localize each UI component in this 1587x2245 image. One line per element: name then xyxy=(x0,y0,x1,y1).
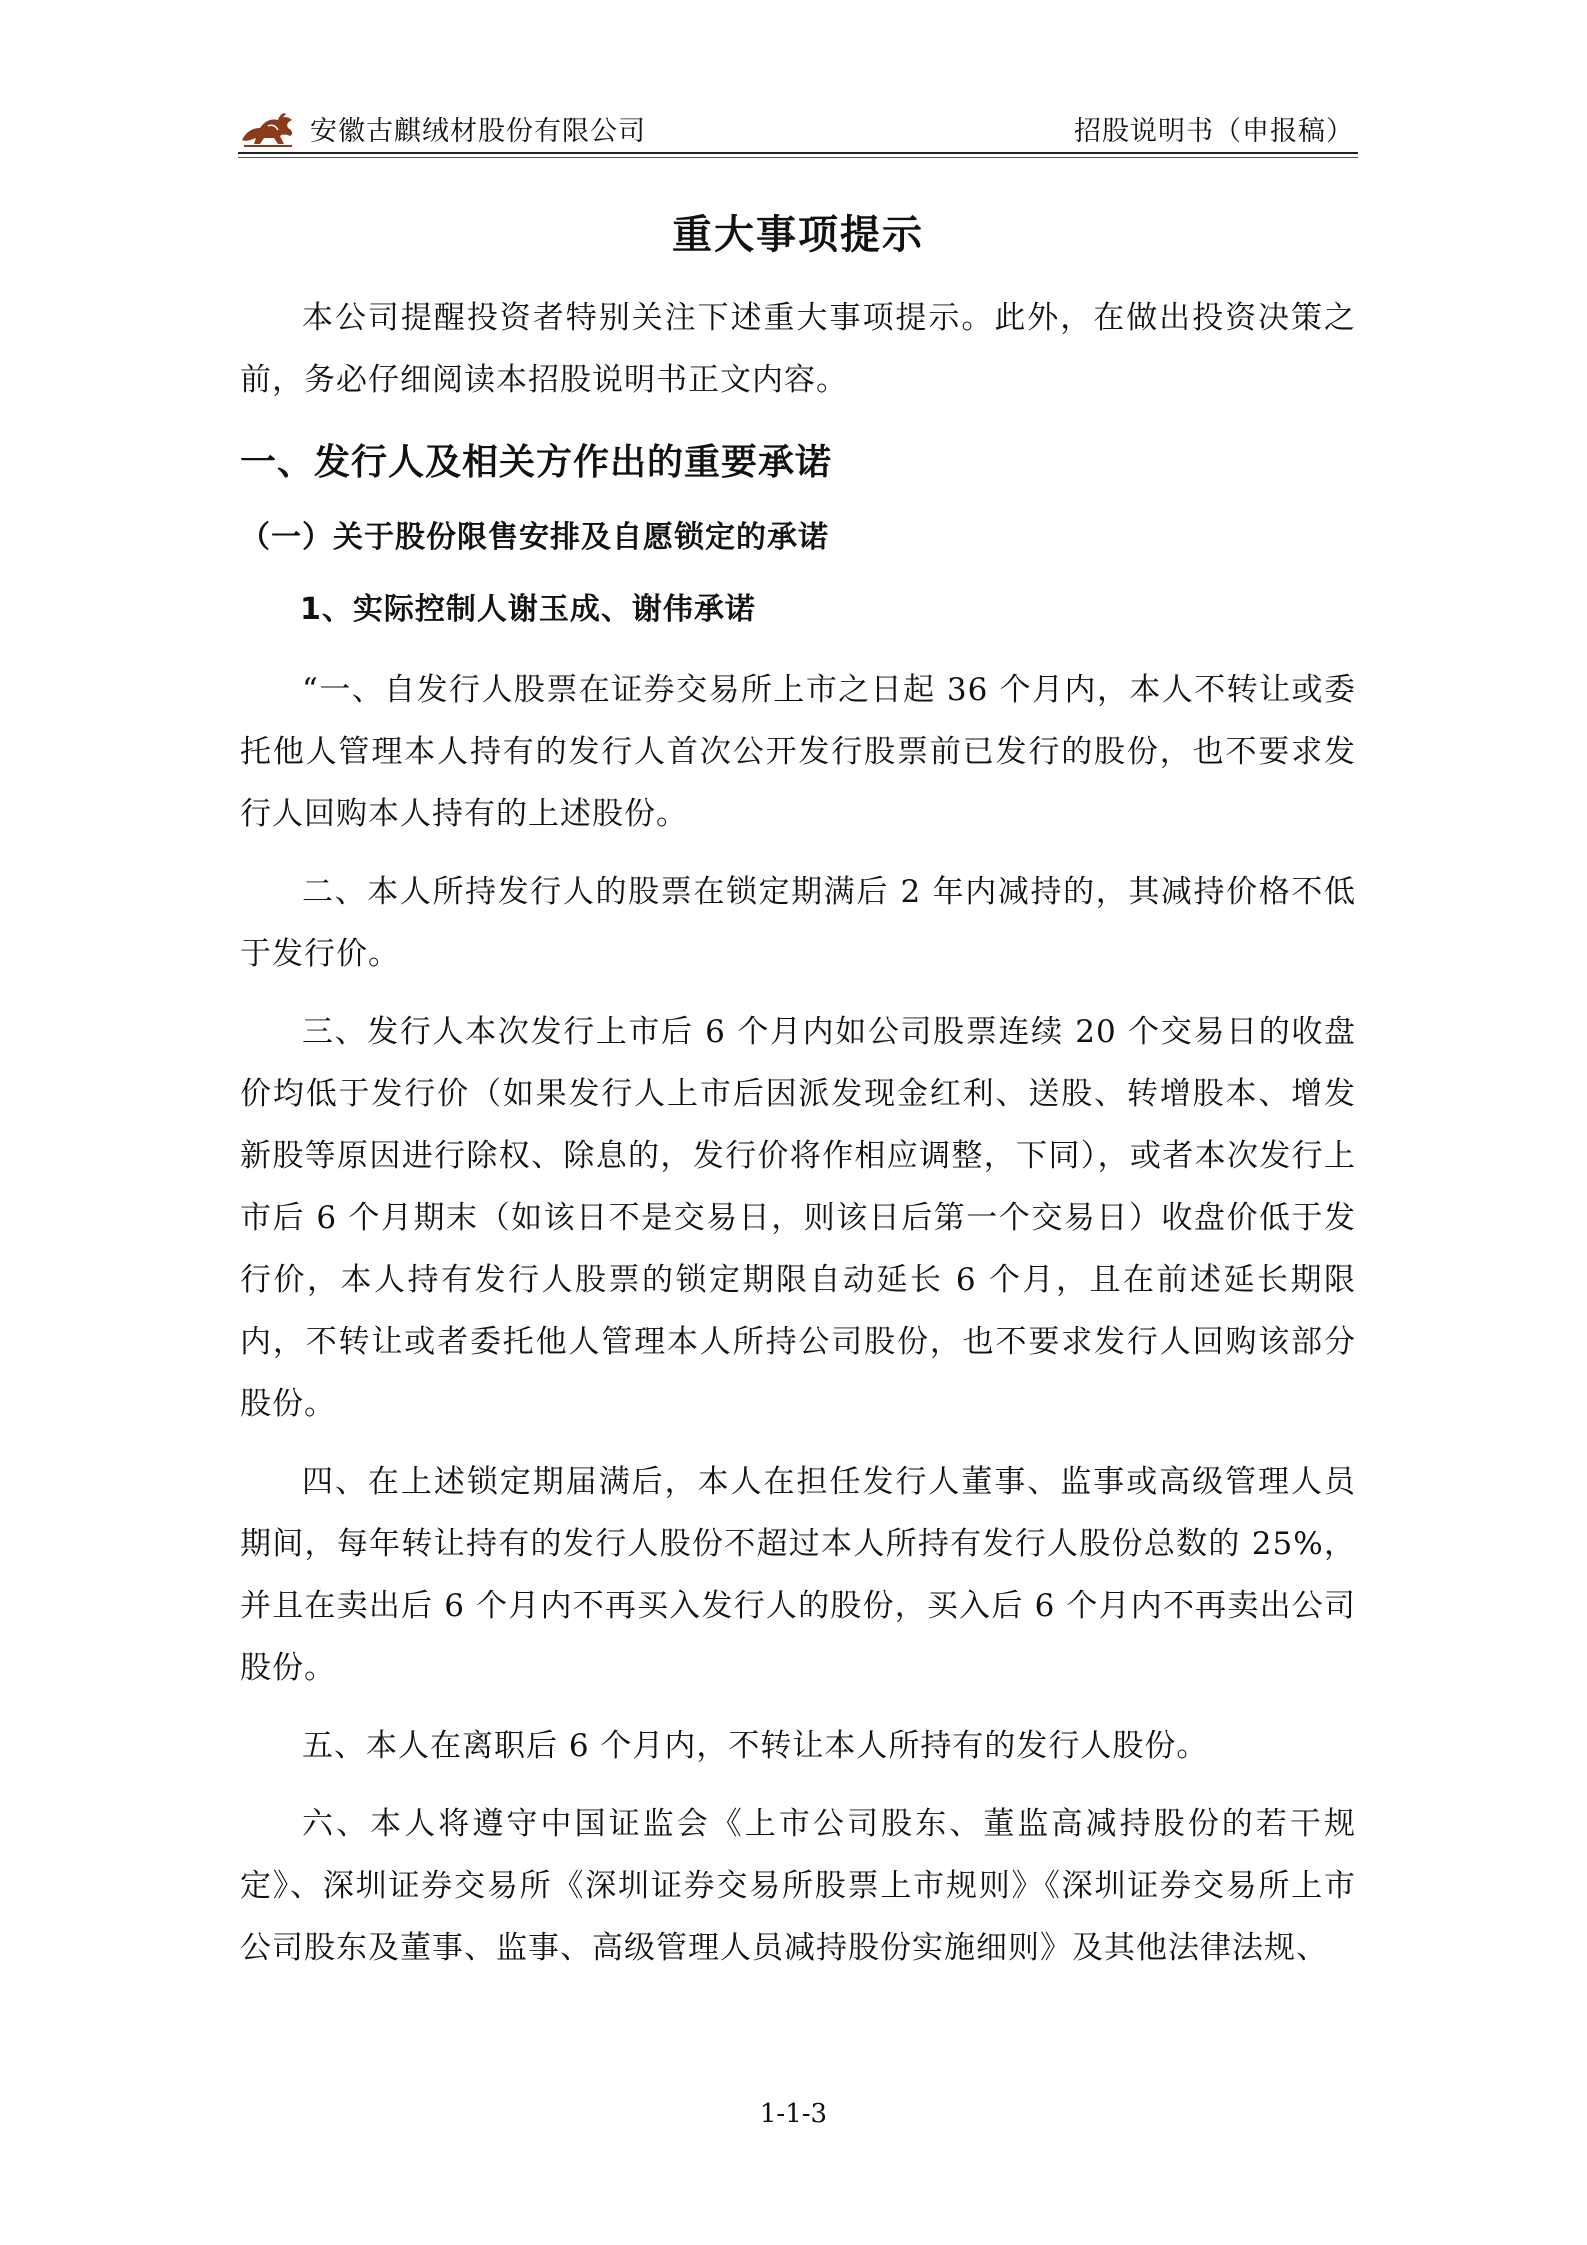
commitment-paragraph-2: 二、本人所持发行人的股票在锁定期满后 2 年内减持的，其减持价格不低于发行价。 xyxy=(240,874,1356,972)
intro-paragraph: 本公司提醒投资者特别关注下述重大事项提示。此外，在做出投资决策之前，务必仔细阅读本招股说明书正文内容。 xyxy=(240,300,1356,398)
commitment-paragraph-4: 四、在上述锁定期届满后，本人在担任发行人董事、监事或高级管理人员期间，每年转让持有的发行人股份不超过本人所持有发行人股份总数的 25%，并且在卖出后 6 个月内不再买入发行人的股份，买入后 6 个月内不再卖出公司股份。 xyxy=(240,1464,1356,1686)
page-header xyxy=(238,108,1358,152)
header-divider xyxy=(238,152,1358,154)
document-type: 招股说明书（申报稿） xyxy=(1074,116,1354,147)
page-title: 重大事项提示 xyxy=(672,212,924,258)
commitment-paragraph-5: 五、本人在离职后 6 个月内，不转让本人所持有的发行人股份。 xyxy=(302,1728,1209,1764)
commitment-paragraph-6: 六、本人将遵守中国证监会《上市公司股东、董监高减持股份的若干规定》、深圳证券交易所《深圳证券交易所股票上市规则》《深圳证券交易所上市公司股东及董事、监事、高级管理人员减持股份实施细则》及其他法律法规、 xyxy=(240,1806,1356,1966)
qilin-logo-icon xyxy=(238,110,298,150)
page-number: 1-1-3 xyxy=(759,2099,828,2129)
commitment-paragraph-3: 三、发行人本次发行上市后 6 个月内如公司股票连续 20 个交易日的收盘价均低于发行价（如果发行人上市后因派发现金红利、送股、转增股本、增发新股等原因进行除权、除息的，发行价将作相应调整，下同），或者本次发行上市后 6 个月期末（如该日不是交易日，则该日后第一个交易日）收盘价低于发行价，本人持有发行人股票的锁定期限自动延长 6 个月，且在前述延长期限内，不转让或者委托他人管理本人所持公司股份，也不要求发行人回购该部分股份。 xyxy=(240,1014,1356,1422)
header-divider-thin xyxy=(238,157,1358,158)
company-name: 安徽古麒绒材股份有限公司 xyxy=(310,116,646,147)
subsection-heading: （一）关于股份限售安排及自愿锁定的承诺 xyxy=(240,520,829,555)
main-content xyxy=(240,205,1356,1995)
item-heading: 1、实际控制人谢玉成、谢伟承诺 xyxy=(300,592,756,627)
section-heading: 一、发行人及相关方作出的重要承诺 xyxy=(240,442,833,483)
commitment-paragraph-1: “一、自发行人股票在证券交易所上市之日起 36 个月内，本人不转让或委托他人管理本人持有的发行人首次公开发行股票前已发行的股份，也不要求发行人回购本人持有的上述股份。 xyxy=(240,672,1356,832)
